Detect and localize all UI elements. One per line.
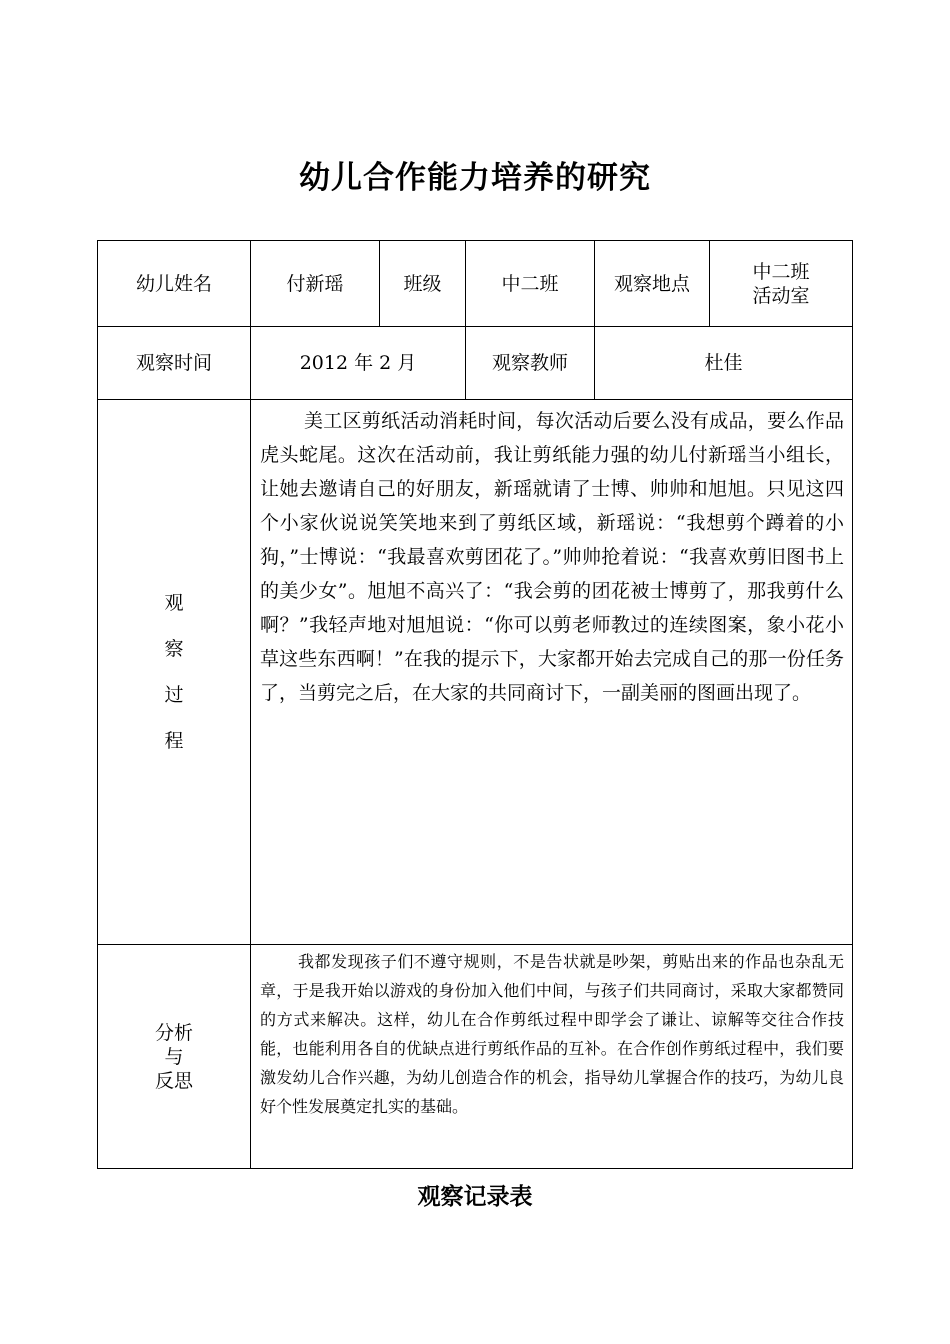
analysis-text: 我都发现孩子们不遵守规则，不是告状就是吵架，剪贴出来的作品也杂乱无章，于是我开始以游戏的身份加入他们中间，与孩子们共同商讨，采取大家都赞同的方式来解决。这样，幼儿在合作剪纸过程中即学会了谦让、谅解等交往合作技能，也能利用各自的优缺点进行剪纸作品的互补。在合作创作剪纸过程中，我们要激发幼儿合作兴趣，为幼儿创造合作的机会，指导幼儿掌握合作的技巧，为幼儿良好个性发展奠定扎实的基础。 — [250, 944, 853, 1169]
class-label: 班级 — [379, 240, 466, 327]
location-label: 观察地点 — [594, 240, 710, 327]
analysis-label-line: 与 — [164, 1045, 184, 1068]
time-label: 观察时间 — [97, 326, 251, 400]
location-value-line2: 活动室 — [752, 284, 810, 307]
process-label-char: 过 — [164, 684, 184, 706]
child-name-label: 幼儿姓名 — [97, 240, 251, 327]
document-title: 幼儿合作能力培养的研究 — [299, 160, 651, 196]
teacher-value: 杜佳 — [594, 326, 853, 400]
location-value-line1: 中二班 — [752, 260, 810, 283]
process-label — [97, 399, 251, 945]
child-name-value: 付新瑶 — [250, 240, 380, 327]
teacher-label: 观察教师 — [465, 326, 595, 400]
time-value: 2012 年 2 月 — [250, 326, 466, 400]
location-value — [709, 240, 853, 327]
analysis-label — [97, 944, 251, 1169]
process-label-char: 程 — [164, 730, 184, 752]
process-text: 美工区剪纸活动消耗时间，每次活动后要么没有成品，要么作品虎头蛇尾。这次在活动前，我让剪纸能力强的幼儿付新瑶当小组长，让她去邀请自己的好朋友，新瑶就请了士博、帅帅和旭旭。只见这四个小家伙说说笑笑地来到了剪纸区域，新瑶说：“我想剪个蹲着的小狗，”士博说：“我最喜欢剪团花了。”帅帅抢着说：“我喜欢剪旧图书上的美少女”。旭旭不高兴了：“我会剪的团花被士博剪了，那我剪什么啊？”我轻声地对旭旭说：“你可以剪老师教过的连续图案，象小花小草这些东西啊！”在我的提示下，大家都开始去完成自己的那一份任务了，当剪完之后，在大家的共同商讨下，一副美丽的图画出现了。 — [250, 399, 853, 945]
class-value: 中二班 — [465, 240, 595, 327]
process-label-char: 观 — [164, 592, 184, 614]
analysis-label-line: 反思 — [154, 1069, 193, 1092]
footer-title: 观察记录表 — [417, 1184, 533, 1210]
process-label-char: 察 — [164, 638, 184, 660]
analysis-label-line: 分析 — [154, 1021, 193, 1044]
